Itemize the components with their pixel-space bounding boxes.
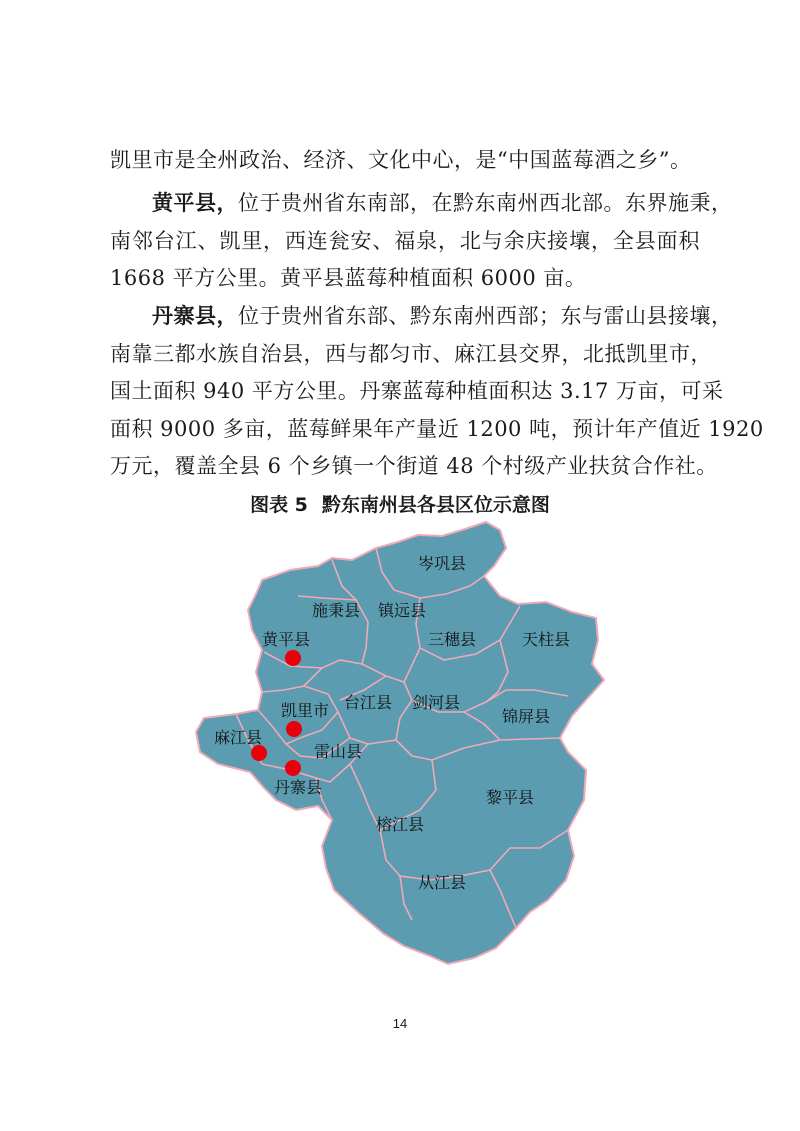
county-label-shibing: 施秉县 bbox=[311, 601, 361, 620]
paragraph-line: 南邻台江、凯里，西连瓮安、福泉，北与余庆接壤，全县面积 bbox=[110, 229, 700, 253]
paragraph-line: 国土面积 940 平方公里。丹寨蓝莓种植面积达 3.17 万亩，可采 bbox=[110, 379, 724, 403]
county-label-jinping: 锦屏县 bbox=[501, 707, 551, 726]
paragraph-line: 万元，覆盖全县 6 个乡镇一个街道 48 个村级产业扶贫合作社。 bbox=[110, 454, 718, 478]
paragraph-line: 凯里市是全州政治、经济、文化中心，是“中国蓝莓酒之乡”。 bbox=[110, 148, 692, 172]
paragraph-line: 面积 9000 多亩，蓝莓鲜果年产量近 1200 吨，预计年产值近 1920 bbox=[110, 417, 764, 441]
county-label-kaili: 凯里市 bbox=[280, 701, 330, 720]
county-label-leishan: 雷山县 bbox=[313, 742, 363, 761]
paragraph-text: 位于贵州省东部、黔东南州西部；东与雷山县接壤， bbox=[238, 304, 733, 328]
paragraph-text: 位于贵州省东南部，在黔东南州西北部。东界施秉， bbox=[238, 191, 733, 215]
county-label-sansui: 三穗县 bbox=[427, 630, 477, 649]
marker-huangping bbox=[285, 650, 301, 666]
county-label-majiang: 麻江县 bbox=[213, 728, 263, 747]
county-label-tianzhu: 天柱县 bbox=[521, 630, 571, 649]
county-label-jianhe: 剑河县 bbox=[411, 693, 461, 712]
paragraph-line: 1668 平方公里。黄平县蓝莓种植面积 6000 亩。 bbox=[110, 266, 587, 290]
page-number: 14 bbox=[392, 1016, 408, 1031]
county-label-congjiang: 从江县 bbox=[417, 873, 467, 892]
county-label-rongjiang: 榕江县 bbox=[375, 815, 425, 834]
marker-kaili bbox=[286, 721, 302, 737]
figure-label: 图表 5 bbox=[250, 494, 308, 516]
marker-danzhai bbox=[285, 760, 301, 776]
county-label-cengong: 岑巩县 bbox=[417, 554, 467, 573]
county-label-huangping: 黄平县 bbox=[261, 630, 311, 649]
county-label-liping: 黎平县 bbox=[485, 788, 535, 807]
county-label-danzhai: 丹寨县 bbox=[273, 778, 323, 797]
marker-majiang bbox=[251, 745, 267, 761]
county-name-danzhai: 丹寨县， bbox=[152, 303, 238, 328]
county-name-huangping: 黄平县， bbox=[152, 190, 238, 215]
county-label-taijiang: 台江县 bbox=[343, 693, 393, 712]
figure-title: 黔东南州县各县区位示意图 bbox=[321, 494, 550, 516]
paragraph-line: 南靠三都水族自治县，西与都匀市、麻江县交界，北抵凯里市， bbox=[110, 342, 712, 366]
county-label-zhenyuan: 镇远县 bbox=[377, 601, 427, 620]
